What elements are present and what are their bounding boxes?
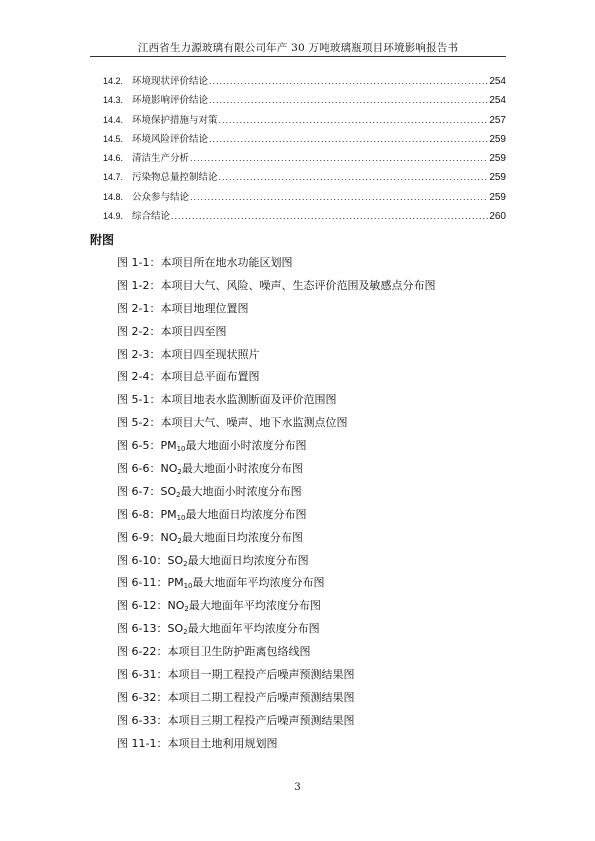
toc-entry-title: 环境影响评价结论 xyxy=(132,95,209,107)
toc-entry-title: 环境现状评价结论 xyxy=(132,76,209,87)
toc-dot-leader xyxy=(190,153,488,163)
figure-list-item xyxy=(117,666,435,689)
toc-entry-page: 257 xyxy=(489,114,506,126)
figure-list-item xyxy=(117,483,435,506)
figure-label: 图 6-8： xyxy=(117,507,161,521)
figure-title-rest: 最大地面日均浓度分布图 xyxy=(187,553,309,567)
figure-title-rest: 最大地面日均浓度分布图 xyxy=(181,530,303,544)
figure-title: 本项目地理位置图 xyxy=(160,301,249,315)
toc-entry-page: 259 xyxy=(489,153,506,165)
toc-entry-title: 环境保护措施与对策 xyxy=(132,114,218,126)
toc-entry-page: 259 xyxy=(489,172,506,184)
figure-list-item xyxy=(117,712,435,735)
figure-title: 本项目所在地水功能区划图 xyxy=(160,256,293,269)
toc-entry[interactable] xyxy=(103,208,506,227)
toc-entry-page: 254 xyxy=(489,76,506,87)
figure-label: 图 6-32： xyxy=(117,690,168,704)
figure-title-rest: 最大地面年平均浓度分布图 xyxy=(187,622,320,636)
figure-label: 图 2-4： xyxy=(117,370,161,384)
figure-title-rest: 最大地面小时浓度分布图 xyxy=(185,439,307,453)
figure-list-item xyxy=(117,735,435,758)
figure-list-item xyxy=(117,620,435,643)
toc-dot-leader xyxy=(190,192,488,202)
toc-entry-title: 公众参与结论 xyxy=(132,191,190,203)
toc-entry-title: 综合结论 xyxy=(132,211,171,223)
figure-title: 本项目大气、风险、噪声、生态评价范围及敏感点分布图 xyxy=(160,278,436,292)
toc-entry[interactable] xyxy=(103,150,506,169)
page-header-title: 江西省生力源玻璃有限公司年产 30 万吨玻璃瓶项目环境影响报告书 xyxy=(137,42,459,54)
toc-entry[interactable] xyxy=(103,189,506,208)
figure-title: 本项目四至现状照片 xyxy=(160,347,260,361)
figure-title: PM xyxy=(160,507,177,521)
figure-label: 图 2-3： xyxy=(117,347,161,361)
figure-title: NO xyxy=(160,530,178,544)
figure-list-item xyxy=(117,643,435,666)
figure-title-subscript: 2 xyxy=(177,536,182,545)
figure-label: 图 6-13： xyxy=(117,622,168,636)
figure-list-item xyxy=(117,529,435,552)
header-divider xyxy=(90,56,506,57)
figure-list-item xyxy=(117,414,435,437)
figure-label: 图 11-1： xyxy=(117,736,168,750)
toc-entry-number: 14.8. xyxy=(103,191,124,202)
figure-title: NO xyxy=(160,462,178,476)
figure-title-subscript: 2 xyxy=(176,490,181,499)
toc-entry-number: 14.7. xyxy=(103,172,124,183)
figure-label: 图 6-5： xyxy=(117,439,161,453)
toc-entry-number: 14.4. xyxy=(103,114,124,125)
toc-entry[interactable] xyxy=(103,112,506,131)
figure-label: 图 6-10： xyxy=(117,553,168,567)
toc-entry-number: 14.5. xyxy=(103,133,124,144)
figure-list-item xyxy=(117,346,435,369)
figure-label: 图 1-2： xyxy=(117,278,161,292)
figure-title: 本项目卫生防护距离包络线图 xyxy=(167,645,311,659)
figure-label: 图 2-1： xyxy=(117,301,161,315)
figure-title-subscript: 2 xyxy=(184,605,189,614)
figure-title: SO xyxy=(160,484,177,498)
toc-entry-number: 14.2. xyxy=(103,76,124,86)
figure-title-subscript: 2 xyxy=(183,559,188,568)
figure-title: 本项目土地利用规划图 xyxy=(167,736,278,750)
figure-label: 图 6-22： xyxy=(117,645,168,659)
figure-list-item xyxy=(117,460,435,483)
toc-entry-title: 清洁生产分析 xyxy=(132,153,190,165)
figure-title-rest: 最大地面年平均浓度分布图 xyxy=(192,576,325,590)
figure-title: PM xyxy=(167,576,184,590)
toc-dot-leader xyxy=(209,76,488,86)
figure-title: 本项目四至图 xyxy=(160,324,227,338)
figure-list xyxy=(117,254,435,758)
figure-label: 图 6-6： xyxy=(117,462,161,476)
toc-dot-leader xyxy=(219,115,489,125)
toc-dot-leader xyxy=(171,211,488,221)
figure-label: 图 6-7： xyxy=(117,484,161,498)
figure-list-item xyxy=(117,552,435,575)
toc-entry-page: 260 xyxy=(489,211,506,223)
figure-title: 本项目地表水监测断面及评价范围图 xyxy=(160,393,337,407)
figure-title: 本项目三期工程投产后噪声预测结果图 xyxy=(167,713,355,727)
figure-title: SO xyxy=(167,622,184,636)
figures-heading: 附图 xyxy=(90,233,115,247)
figure-label: 图 1-1： xyxy=(117,256,161,269)
page-number: 3 xyxy=(294,782,301,793)
toc-entry-page: 259 xyxy=(489,133,506,145)
figure-title: SO xyxy=(167,553,184,567)
table-of-contents xyxy=(103,73,506,227)
figure-title-rest: 最大地面日均浓度分布图 xyxy=(185,507,307,521)
toc-entry-title: 环境风险评价结论 xyxy=(132,133,209,145)
figure-label: 图 6-9： xyxy=(117,530,161,544)
toc-entry-page: 259 xyxy=(489,191,506,203)
toc-entry[interactable] xyxy=(103,131,506,150)
toc-entry[interactable] xyxy=(103,169,506,188)
toc-entry-number: 14.9. xyxy=(103,211,124,222)
figure-title: 本项目一期工程投产后噪声预测结果图 xyxy=(167,668,355,682)
figure-label: 图 5-2： xyxy=(117,416,161,430)
figure-list-item xyxy=(117,689,435,712)
toc-entry-title: 污染物总量控制结论 xyxy=(132,172,218,184)
figure-list-item xyxy=(117,323,435,346)
figure-title-subscript: 10 xyxy=(176,513,186,522)
figure-title: PM xyxy=(160,439,177,453)
figure-title-subscript: 10 xyxy=(183,582,193,591)
toc-entry[interactable] xyxy=(103,92,506,111)
figure-list-item xyxy=(117,368,435,391)
toc-dot-leader xyxy=(219,172,489,182)
figure-title-subscript: 2 xyxy=(177,468,182,477)
figure-list-item xyxy=(117,597,435,620)
figure-label: 图 5-1： xyxy=(117,393,161,407)
figure-label: 图 6-31： xyxy=(117,668,168,682)
figure-list-item xyxy=(117,391,435,414)
figure-list-item xyxy=(117,437,435,460)
toc-entry[interactable] xyxy=(103,73,506,92)
figure-title: 本项目大气、噪声、地下水监测点位图 xyxy=(160,416,348,430)
figure-title: 本项目总平面布置图 xyxy=(160,370,260,384)
figure-title-rest: 最大地面小时浓度分布图 xyxy=(180,484,302,498)
toc-entry-page: 254 xyxy=(489,95,506,107)
figure-title-subscript: 2 xyxy=(183,628,188,637)
figure-list-item xyxy=(117,277,435,300)
figure-label: 图 6-11： xyxy=(117,576,168,590)
figure-title: 本项目二期工程投产后噪声预测结果图 xyxy=(167,690,355,704)
toc-dot-leader xyxy=(209,95,488,105)
figure-list-item xyxy=(117,300,435,323)
figure-title: NO xyxy=(167,599,185,613)
figure-label: 图 6-12： xyxy=(117,599,168,613)
figure-title-subscript: 10 xyxy=(176,445,186,454)
toc-dot-leader xyxy=(209,134,488,144)
toc-entry-number: 14.6. xyxy=(103,153,124,164)
toc-entry-number: 14.3. xyxy=(103,95,124,106)
figure-label: 图 6-33： xyxy=(117,713,168,727)
figure-title-rest: 最大地面小时浓度分布图 xyxy=(181,462,303,476)
figure-list-item xyxy=(117,254,435,277)
figure-title-rest: 最大地面年平均浓度分布图 xyxy=(188,599,321,613)
figure-label: 图 2-2： xyxy=(117,324,161,338)
figure-list-item xyxy=(117,506,435,529)
figure-list-item xyxy=(117,574,435,597)
